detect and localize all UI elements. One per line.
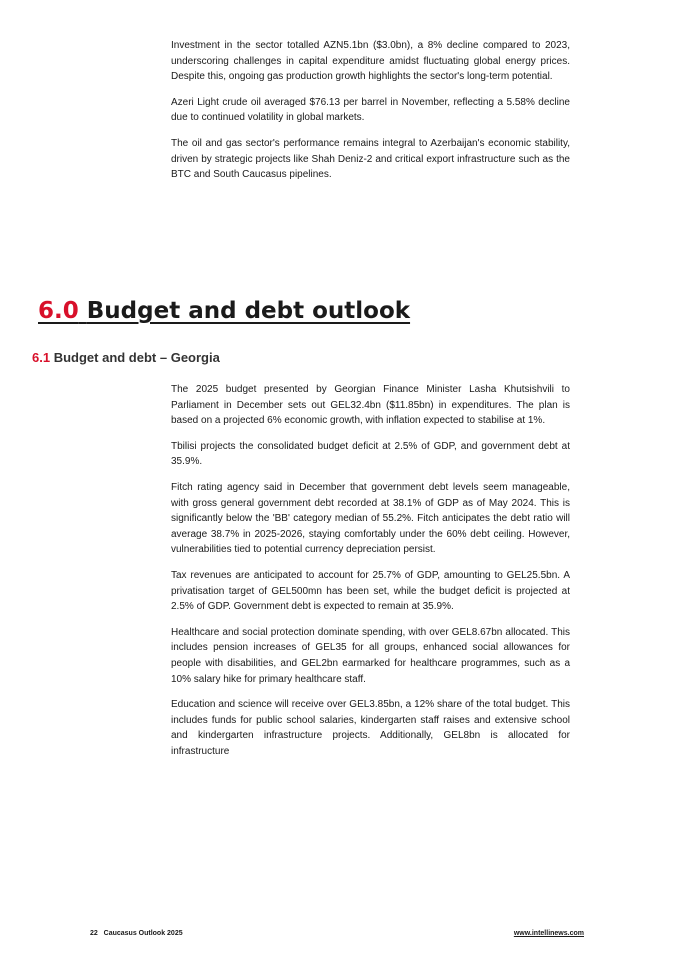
paragraph-oil-gas-sector: The oil and gas sector's performance remains integral to Azerbaijan's economic stability, driven by strategic projects like Shah Deniz-2 and critical export infrastructure such as the BTC and South Caucasus pipelines. (171, 137, 570, 181)
paragraph-education: Education and science will receive over GEL3.85bn, a 12% share of the total budget. This includes funds for public school salaries, kindergarten staff raises and extensive school and kindergarten infrastructure projects. Additionally, GEL8bn is allocated for infrastructure (171, 699, 570, 757)
paragraph-healthcare: Healthcare and social protection dominate spending, with over GEL8.67bn allocated. This includes pension increases of GEL35 for all groups, enhanced social allowances for people with disabilities, and GEL2bn earmarked for healthcare programmes, such as a 10% salary hike for primary healthcare staff. (171, 626, 570, 685)
top-text-block (171, 38, 570, 193)
website-link[interactable]: www.intellinews.com (513, 930, 584, 937)
page-number: 22 (90, 930, 98, 937)
publication-name: Caucasus Outlook 2025 (103, 930, 183, 937)
section-number: 6.0 (38, 298, 79, 324)
paragraph-deficit: Tbilisi projects the consolidated budget deficit at 2.5% of GDP, and government debt at 35.9%. (171, 440, 570, 468)
paragraph-tax-revenues: Tax revenues are anticipated to account for 25.7% of GDP, amounting to GEL25.5bn. A privatisation target of GEL500mn has been set, while the budget deficit is projected at 2.5% of GDP. Government debt is expected to remain at 35.9%. (171, 569, 570, 613)
paragraph-budget-2025: The 2025 budget presented by Georgian Finance Minister Lasha Khutsishvili to Parliament in December sets out GEL32.4bn ($11.85bn) in expenditures. The plan is based on a projected 6% economic growth, with inflation expected to stabilise at 1%. (171, 384, 570, 427)
footer-left (90, 930, 183, 937)
paragraph-investment: Investment in the sector totalled AZN5.1bn ($3.0bn), a 8% decline compared to 2023, underscoring challenges in capital expenditure amidst fluctuating global energy prices. Despite this, ongoing gas production growth highlights the sector's long-term potential. (171, 40, 570, 83)
section-title: Budget and debt outlook (86, 298, 411, 324)
subsection-heading (32, 350, 220, 365)
subsection-title: Budget and debt – Georgia (53, 350, 220, 365)
georgia-text-block (171, 382, 570, 769)
section-heading (38, 298, 410, 324)
paragraph-azeri-light: Azeri Light crude oil averaged $76.13 per barrel in November, reflecting a 5.58% decline due to continued volatility in global markets. (171, 96, 570, 124)
subsection-number: 6.1 (32, 350, 51, 365)
paragraph-fitch: Fitch rating agency said in December that government debt levels seem manageable, with gross general government debt recorded at 38.1% of GDP as of May 2024. This is significantly below the 'BB' category median of 55.2%. Fitch anticipates the debt ratio will average 38.7% in 2025-2026, staying comfortably under the 60% debt ceiling. However, vulnerabilities tied to potential currency depreciation persist. (171, 481, 570, 556)
